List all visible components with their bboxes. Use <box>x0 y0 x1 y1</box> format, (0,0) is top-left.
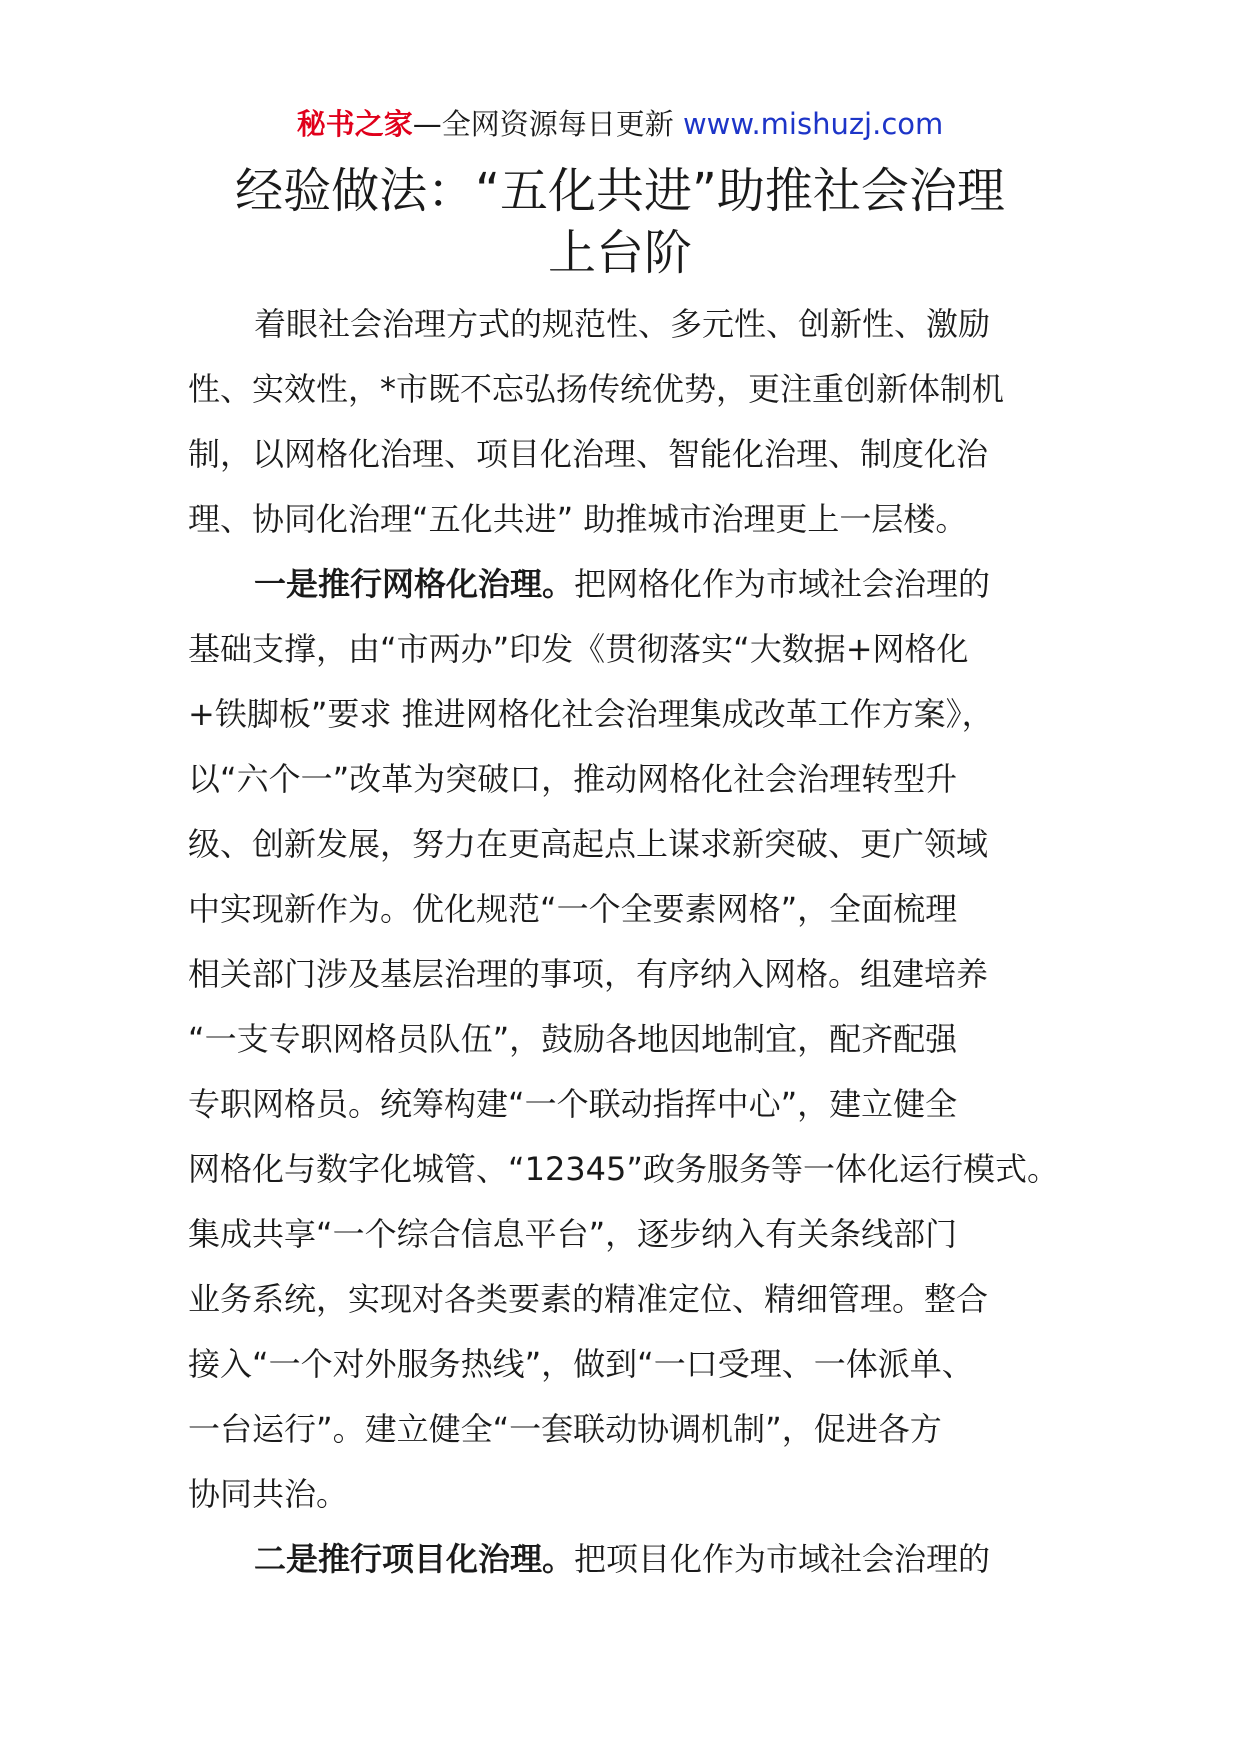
paragraph-line: 相关部门涉及基层治理的事项，有序纳入网格。组建培养 <box>188 955 989 993</box>
intro-paragraph <box>188 292 1088 552</box>
watermark-brand: 秘书之家 <box>296 107 413 141</box>
section-first-line: 把网格化作为市域社会治理的 <box>574 565 991 603</box>
section-lead: 一是推行网格化治理。 <box>254 565 575 603</box>
paragraph-line: 性、实效性，*市既不忘弘扬传统优势，更注重创新体制机 <box>188 370 1005 408</box>
paragraph-line: 协同共治。 <box>188 1475 349 1513</box>
paragraph-line: 业务系统，实现对各类要素的精准定位、精细管理。整合 <box>188 1280 989 1318</box>
paragraph-line: 以“六个一”改革为突破口，推动网格化社会治理转型升 <box>188 760 958 798</box>
watermark-url[interactable]: www.mishuzj.com <box>682 107 944 141</box>
title-line-1: 经验做法：“五化共进”助推社会治理 <box>235 163 1005 219</box>
section-lead: 二是推行项目化治理。 <box>254 1540 575 1578</box>
watermark-header <box>0 104 1240 144</box>
section-grid-governance <box>188 552 1088 1527</box>
title-line-2: 上台阶 <box>547 225 692 281</box>
paragraph-line: 制，以网格化治理、项目化治理、智能化治理、制度化治 <box>188 435 989 473</box>
document-title <box>0 160 1240 284</box>
paragraph-line: 接入“一个对外服务热线”，做到“一口受理、一体派单、 <box>188 1345 974 1383</box>
paragraph-line: 级、创新发展，努力在更高起点上谋求新突破、更广领域 <box>188 825 989 863</box>
paragraph-line: 基础支撑，由“市两办”印发《贯彻落实“大数据+网格化 <box>188 630 969 668</box>
document-body <box>188 292 1088 1592</box>
paragraph-line: +铁脚板”要求 推进网格化社会治理集成改革工作方案》， <box>188 695 994 733</box>
paragraph-line: 专职网格员。统筹构建“一个联动指挥中心”，建立健全 <box>188 1085 958 1123</box>
paragraph-line: “一支专职网格员队伍”，鼓励各地因地制宜，配齐配强 <box>188 1020 958 1058</box>
paragraph-line <box>188 1527 1088 1592</box>
paragraph-line: 理、协同化治理“五化共进” 助推城市治理更上一层楼。 <box>188 500 968 538</box>
paragraph-line: 集成共享“一个综合信息平台”，逐步纳入有关条线部门 <box>188 1215 958 1253</box>
paragraph-line: 着眼社会治理方式的规范性、多元性、创新性、激励 <box>254 305 991 343</box>
paragraph-line: 一台运行”。建立健全“一套联动协调机制”，促进各方 <box>188 1410 942 1448</box>
paragraph-line: 中实现新作为。优化规范“一个全要素网格”，全面梳理 <box>188 890 958 928</box>
watermark-text: —全网资源每日更新 <box>412 107 683 141</box>
paragraph-line <box>188 552 1088 617</box>
paragraph-line: 网格化与数字化城管、“12345”政务服务等一体化运行模式。 <box>188 1150 1059 1188</box>
section-project-governance <box>188 1527 1088 1592</box>
section-first-line: 把项目化作为市域社会治理的 <box>574 1540 991 1578</box>
